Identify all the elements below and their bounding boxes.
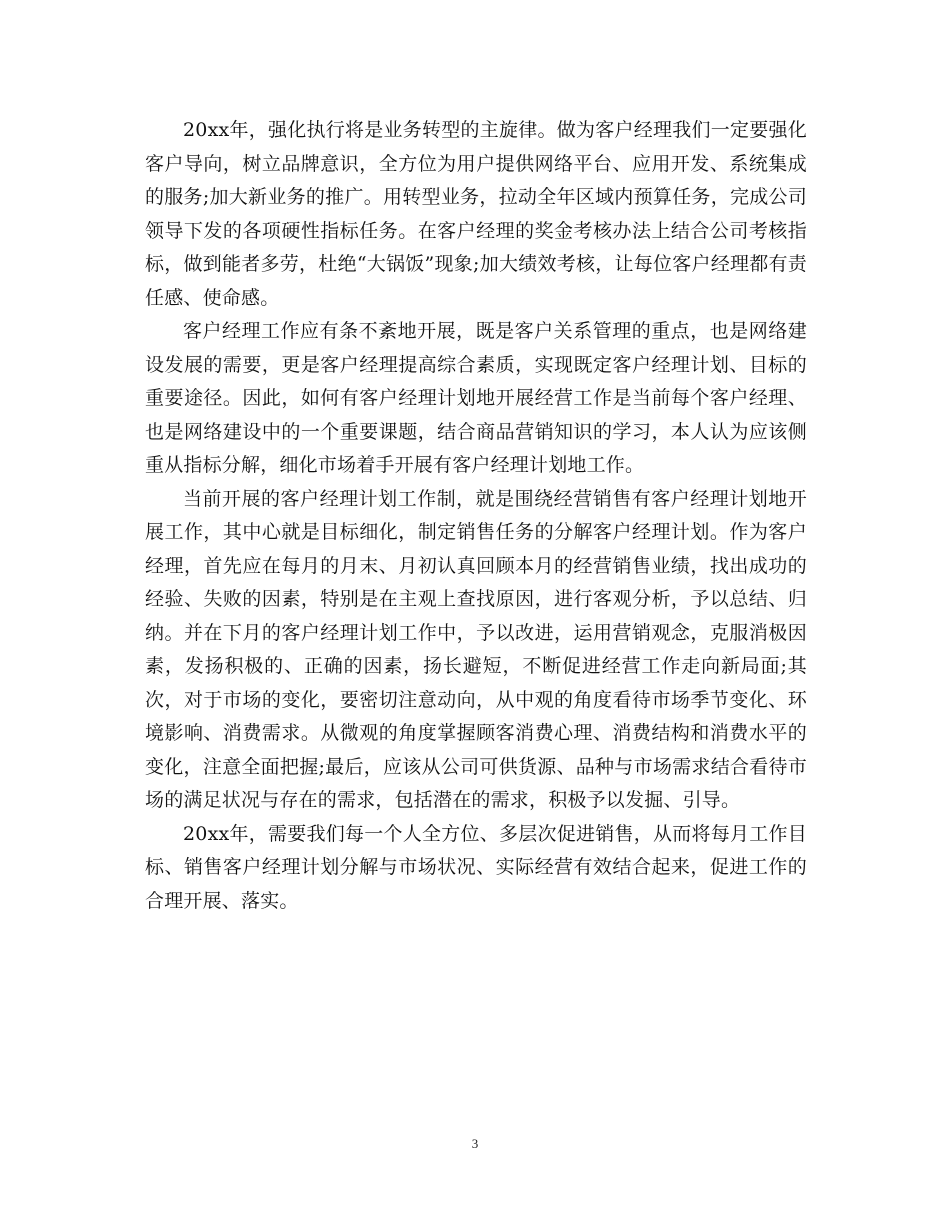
paragraph-3: 当前开展的客户经理计划工作制，就是围绕经营销售有客户经理计划地开展工作，其中心就是目标细化，制定销售任务的分解客户经理计划。作为客户经理，首先应在每月的月末、月初认真回顾本月的经营销售业绩，找出成功的经验、失败的因素，特别是在主观上查找原因，进行客观分析，予以总结、归纳。并在下月的客户经理计划工作中，予以改进，运用营销观念，克服消极因素，发扬积极的、正确的因素，扬长避短，不断促进经营工作走向新局面;其次，对于市场的变化，要密切注意动向，从中观的角度看待市场季节变化、环境影响、消费需求。从微观的角度掌握顾客消费心理、消费结构和消费水平的变化，注意全面把握;最后，应该从公司可供货源、品种与市场需求结合看待市场的满足状况与存在的需求，包括潜在的需求，积极予以发掘、引导。 — [145, 487, 807, 811]
document-body — [145, 114, 807, 918]
paragraph-1: 20xx年，强化执行将是业务转型的主旋律。做为客户经理我们一定要强化客户导向，树立品牌意识，全方位为用户提供网络平台、应用开发、系统集成的服务;加大新业务的推广。用转型业务，拉动全年区域内预算任务，完成公司领导下发的各项硬性指标任务。在客户经理的奖金考核办法上结合公司考核指标，做到能者多劳，杜绝“大锅饭”现象;加大绩效考核，让每位客户经理都有责任感、使命感。 — [145, 119, 807, 309]
paragraph-4: 20xx年，需要我们每一个人全方位、多层次促进销售，从而将每月工作目标、销售客户经理计划分解与市场状况、实际经营有效结合起来，促进工作的合理开展、落实。 — [145, 822, 807, 912]
paragraph-2: 客户经理工作应有条不紊地开展，既是客户关系管理的重点，也是网络建设发展的需要，更是客户经理提高综合素质，实现既定客户经理计划、目标的重要途径。因此，如何有客户经理计划地开展经营工作是当前每个客户经理、也是网络建设中的一个重要课题，结合商品营销知识的学习，本人认为应该侧重从指标分解，细化市场着手开展有客户经理计划地工作。 — [145, 320, 807, 476]
page-number: 3 — [471, 1136, 479, 1151]
